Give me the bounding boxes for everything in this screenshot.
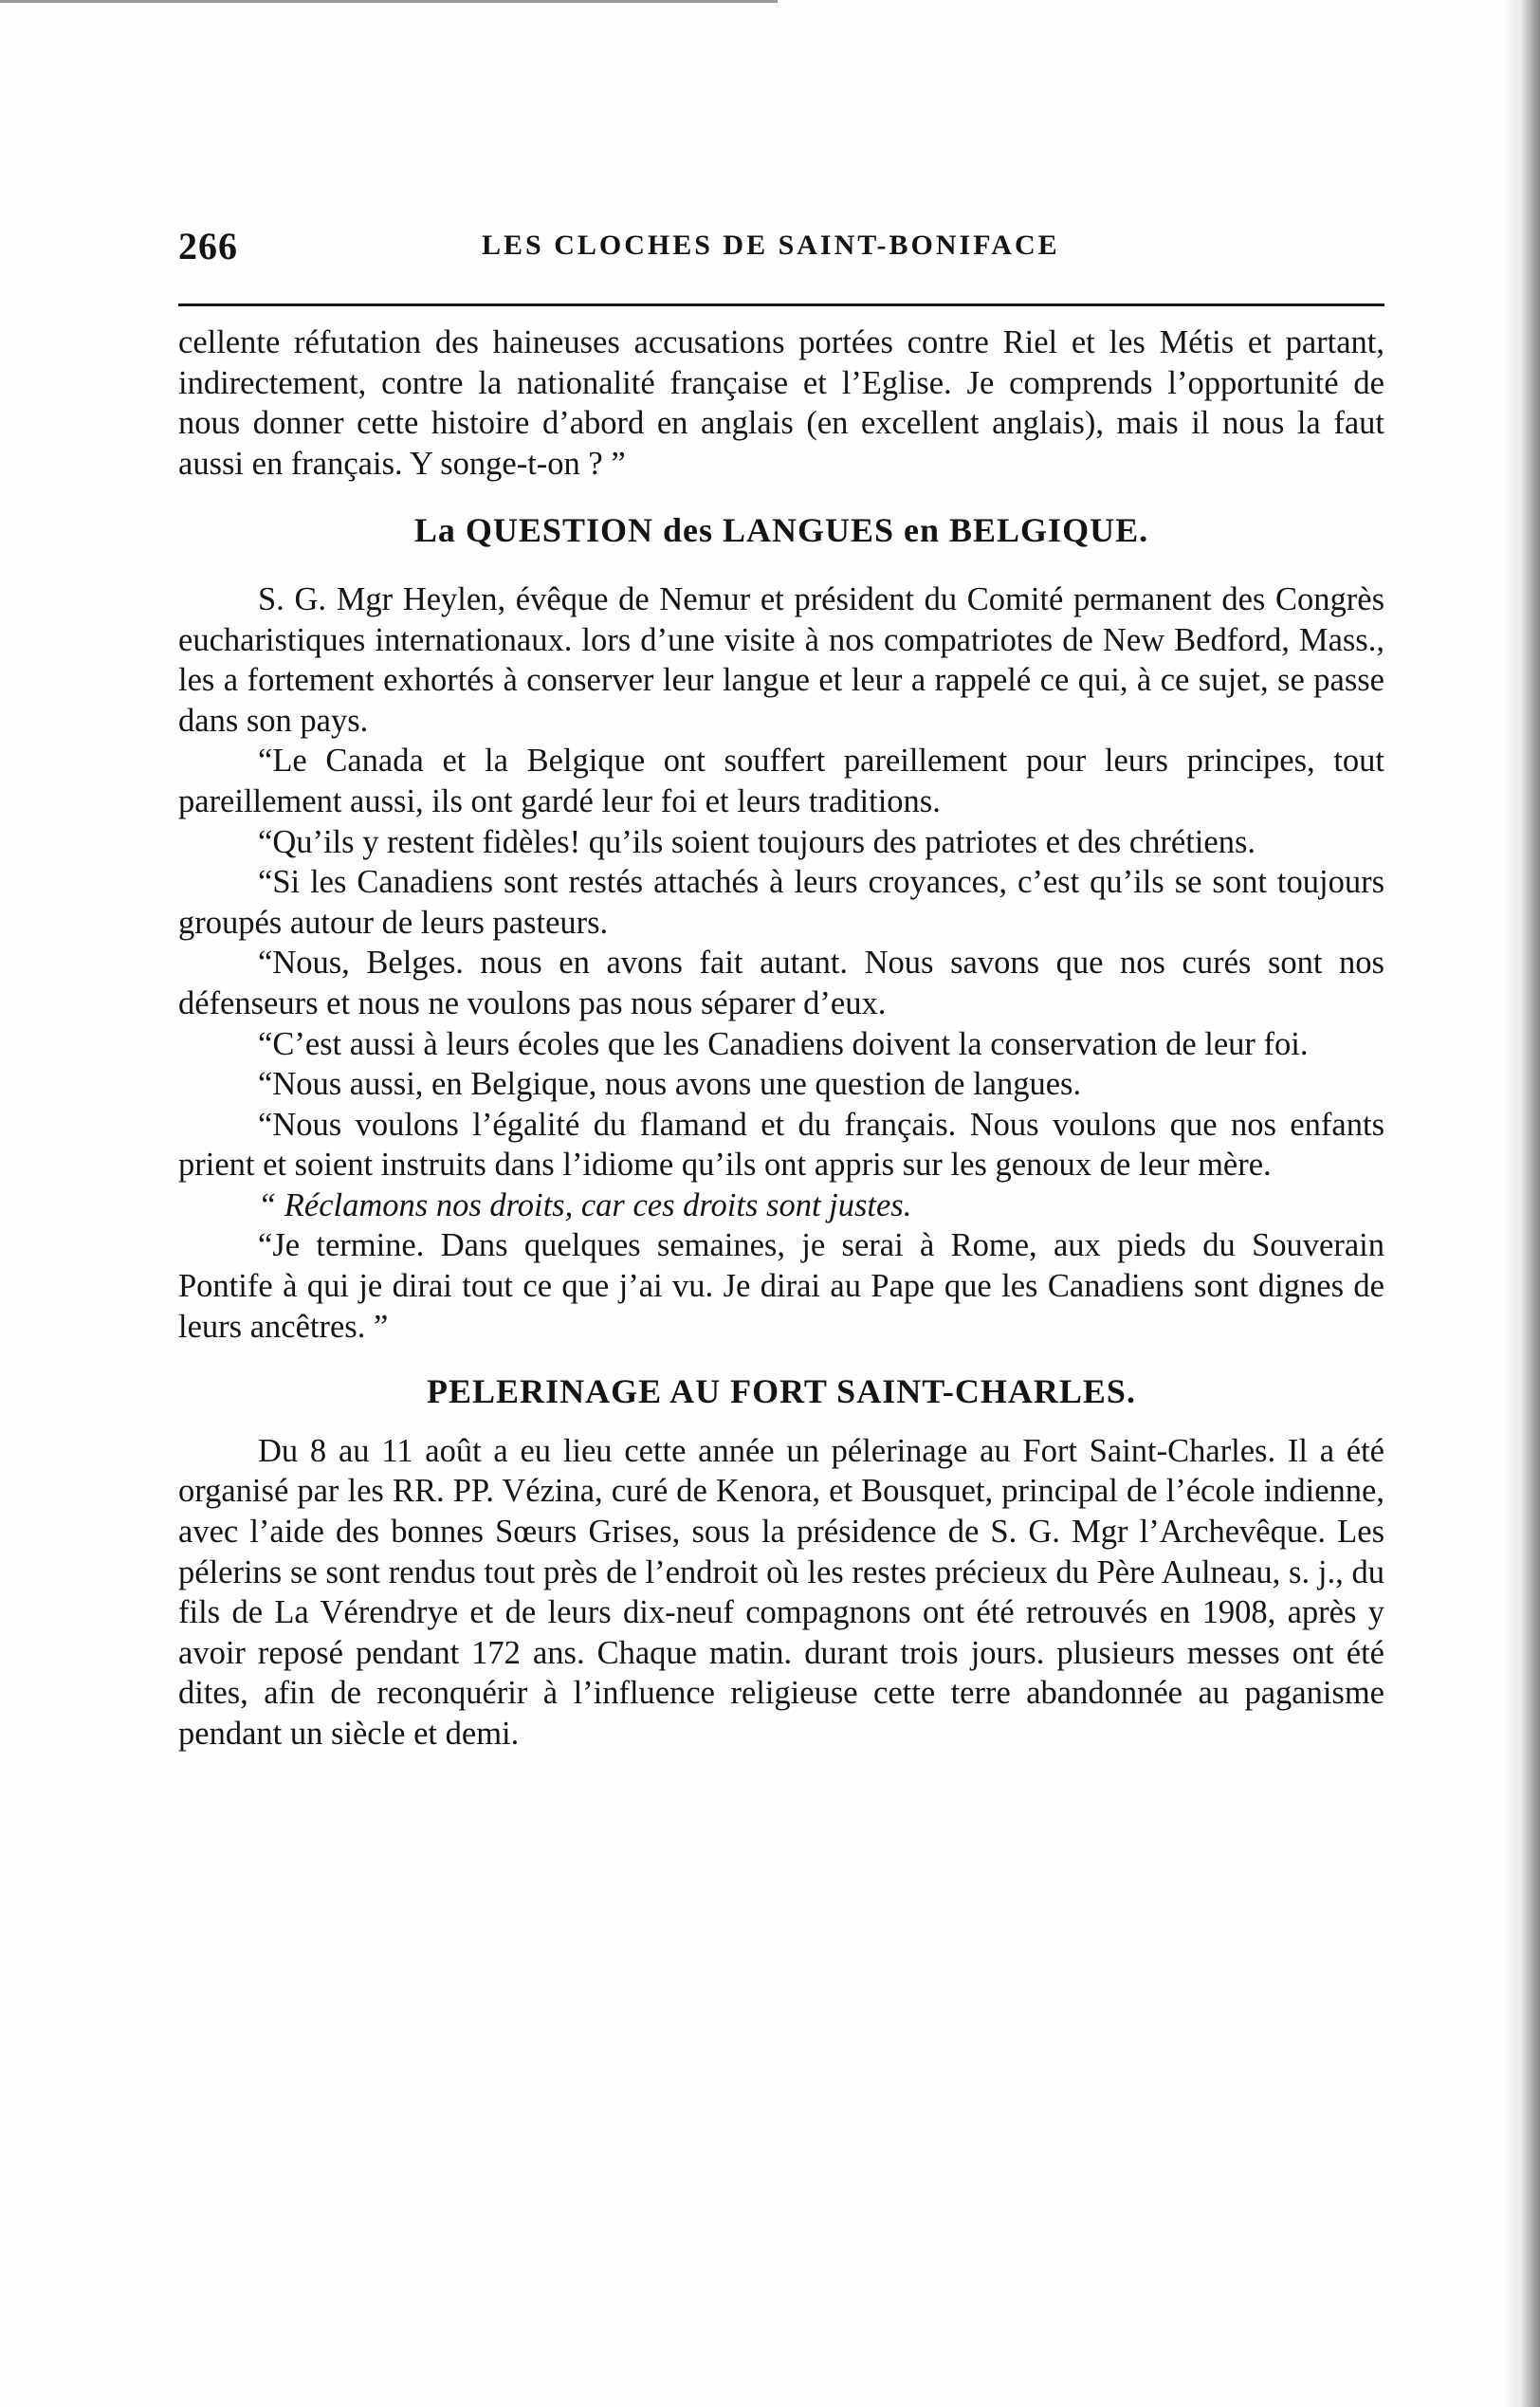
paragraph: S. G. Mgr Heylen, évêque de Nemur et président du Comité permanent des Congrès eucharistiques internationaux. lors d’une visite à nos compatriotes de New Bedford, Mass., les a fortement exhortés à conserver leur langue et leur a rappelé ce qui, à ce sujet, se passe dans son pays. xyxy=(178,580,1384,739)
paragraph: “Je termine. Dans quelques semaines, je serai à Rome, aux pieds du Souverain Pontife à qui je dirai tout ce que j’ai vu. Je dirai au Pape que les Canadiens sont dignes de leurs ancêtres. ” xyxy=(178,1227,1384,1345)
page-binding-edge xyxy=(1502,0,1540,2407)
paragraph: “Nous voulons l’égalité du flamand et du français. Nous voulons que nos enfants prient et soient instruits dans l’idiome qu’ils ont appris sur les genoux de leur mère. xyxy=(178,1106,1384,1184)
header-rule xyxy=(178,303,1384,306)
paragraph: “Si les Canadiens sont restés attachés à leurs croyances, c’est qu’ils se sont toujours groupés autour de leurs pasteurs. xyxy=(178,864,1384,941)
paragraph: “C’est aussi à leurs écoles que les Canadiens doivent la conservation de leur foi. xyxy=(258,1025,1309,1062)
paragraph-continued: cellente réfutation des haineuses accusations portées contre Riel et les Métis et partant, indirectement, contre la nationalité française et l’Eglise. Je comprends l’opportunité de nous donner cette histoire d’abord en anglais (en excellent anglais), mais il nous la faut aussi en français. Y songe-t-on ? ” xyxy=(178,324,1384,482)
page-top-edge xyxy=(0,0,778,3)
section-heading-question-langues: La QUESTION des LANGUES en BELGIQUE. xyxy=(413,511,1149,550)
body-text xyxy=(178,322,1384,1755)
paragraph: Du 8 au 11 août a eu lieu cette année un pélerinage au Fort Saint-Charles. Il a été organisé par les RR. PP. Vézina, curé de Kenora, et Bousquet, principal de l’école indienne, avec l’aide des bonnes Sœurs Grises, sous la présidence de S. G. Mgr l’Archevêque. Les pélerins se sont rendus tout près de l’endroit où les restes précieux du Père Aulneau, s. j., du fils de La Vérendrye et de leurs dix-neuf compagnons ont été retrouvés en 1908, après y avoir reposé pendant 172 ans. Chaque matin. durant trois jours. plusieurs messes ont été dites, afin de reconquérir à l’influence religieuse cette terre abandonnée au paganisme pendant un siècle et demi. xyxy=(178,1432,1384,1752)
paragraph: “Qu’ils y restent fidèles! qu’ils soient toujours des patriotes et des chrétiens. xyxy=(258,823,1256,860)
page-number: 266 xyxy=(178,225,238,267)
paragraph: “Nous aussi, en Belgique, nous avons une question de langues. xyxy=(258,1066,1082,1103)
section-heading-pelerinage: PELERINAGE AU FORT SAINT-CHARLES. xyxy=(427,1372,1136,1411)
paragraph: “Nous, Belges. nous en avons fait autant. Nous savons que nos curés sont nos défenseurs et nous ne voulons pas nous séparer d’eux. xyxy=(178,945,1384,1021)
running-header xyxy=(178,224,1384,281)
running-title: LES CLOCHES DE SAINT-BONIFACE xyxy=(482,230,1060,261)
paragraph-italic: “ Réclamons nos droits, car ces droits sont justes. xyxy=(258,1186,912,1223)
paragraph: “Le Canada et la Belgique ont souffert pareillement pour leurs principes, tout pareillement aussi, ils ont gardé leur foi et leurs traditions. xyxy=(178,743,1384,819)
